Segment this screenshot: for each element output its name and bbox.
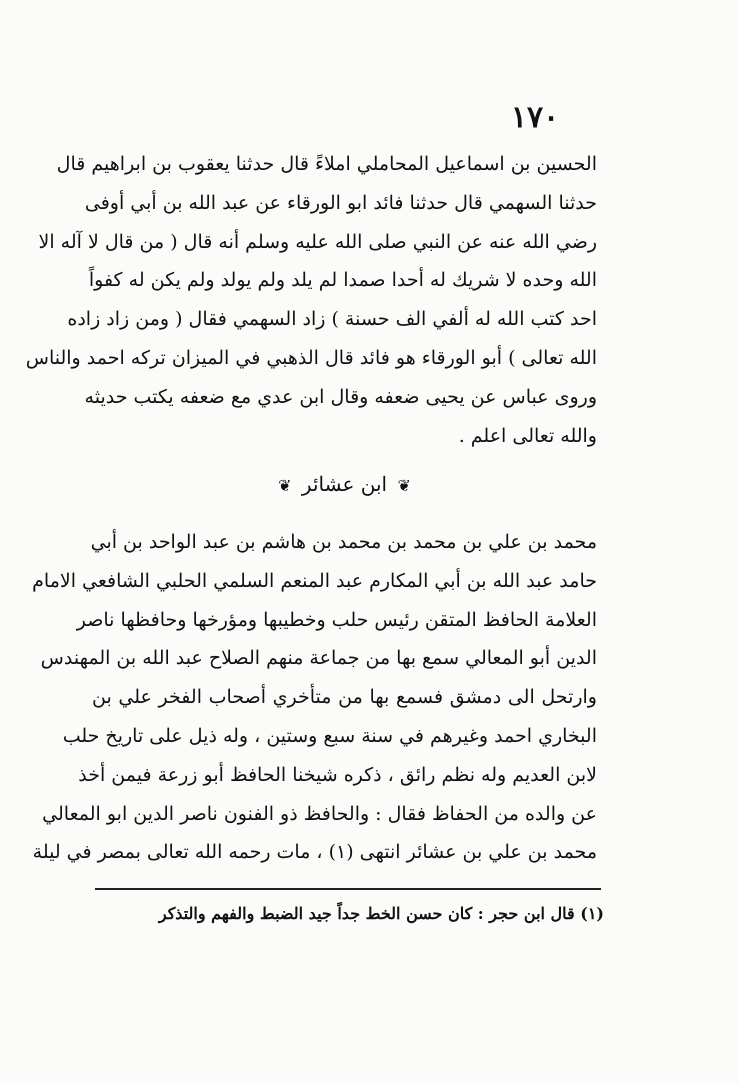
footnote-divider [95, 888, 601, 890]
text-line: والله تعالى اعلم . [458, 424, 597, 447]
section-title: ابن عشائر [301, 472, 388, 496]
text-line: البخاري احمد وغيرهم في سنة سبع وستين ، وله ذيل على تاريخ حلب [62, 724, 597, 747]
ornament-icon: ❦ [278, 476, 292, 495]
text-line: عن والده من الحفاظ فقال : والحافظ ذو الفنون ناصر الدين ابو المعالي [42, 802, 597, 825]
text-line: محمد بن علي بن عشائر انتهى (١) ، مات رحمه الله تعالى بمصر في ليلة [32, 841, 597, 864]
section-heading [92, 472, 597, 496]
text-line: وارتحل الى دمشق فسمع بها من متأخري أصحاب الفخر علي بن [92, 686, 597, 709]
footnote: (١) قال ابن حجر : كان حسن الخط جداً جيد الضبط والفهم والتذكر [158, 904, 604, 923]
text-line: احد كتب الله له ألفي الف حسنة ) زاد السهمي فقال ( ومن زاد زاده [67, 308, 597, 331]
text-line: حدثنا السهمي قال حدثنا فائد ابو الورقاء عن عبد الله بن أبي أوفى [84, 191, 597, 214]
page-number: ١٧٠ [510, 100, 560, 135]
text-line: الله تعالى ) أبو الورقاء هو فائد قال الذهبي في الميزان تركه احمد والناس [25, 346, 597, 369]
paragraph-2 [32, 523, 597, 872]
text-line: العلامة الحافظ المتقن رئيس حلب وخطيبها ومؤرخها وحافظها ناصر [76, 608, 597, 631]
text-line: الحسين بن اسماعيل المحاملي املاءً قال حدثنا يعقوب بن ابراهيم قال [56, 153, 597, 175]
text-line: وروى عباس عن يحيى ضعفه وقال ابن عدي مع ضعفه يكتب حديثه [84, 385, 597, 408]
text-line: محمد بن علي بن محمد بن محمد بن هاشم بن عبد الواحد بن أبي [90, 531, 597, 553]
paragraph-1 [25, 145, 597, 455]
text-line: الدين أبو المعالي سمع بها من جماعة منهم الصلاح عبد الله بن المهندس [40, 647, 597, 670]
text-line: حامد عبد الله بن أبي المكارم عبد المنعم السلمي الحلبي الشافعي الامام [32, 569, 597, 592]
text-line: لابن العديم وله نظم رائق ، ذكره شيخنا الحافظ أبو زرعة فيمن أخذ [78, 763, 597, 786]
ornament-icon: ❦ [397, 476, 411, 495]
text-line: رضي الله عنه عن النبي صلى الله عليه وسلم أنه قال ( من قال لا آله الا [38, 230, 597, 253]
text-line: الله وحده لا شريك له أحدا صمدا لم يلد ولم يولد ولم يكن له كفواً [88, 269, 597, 292]
